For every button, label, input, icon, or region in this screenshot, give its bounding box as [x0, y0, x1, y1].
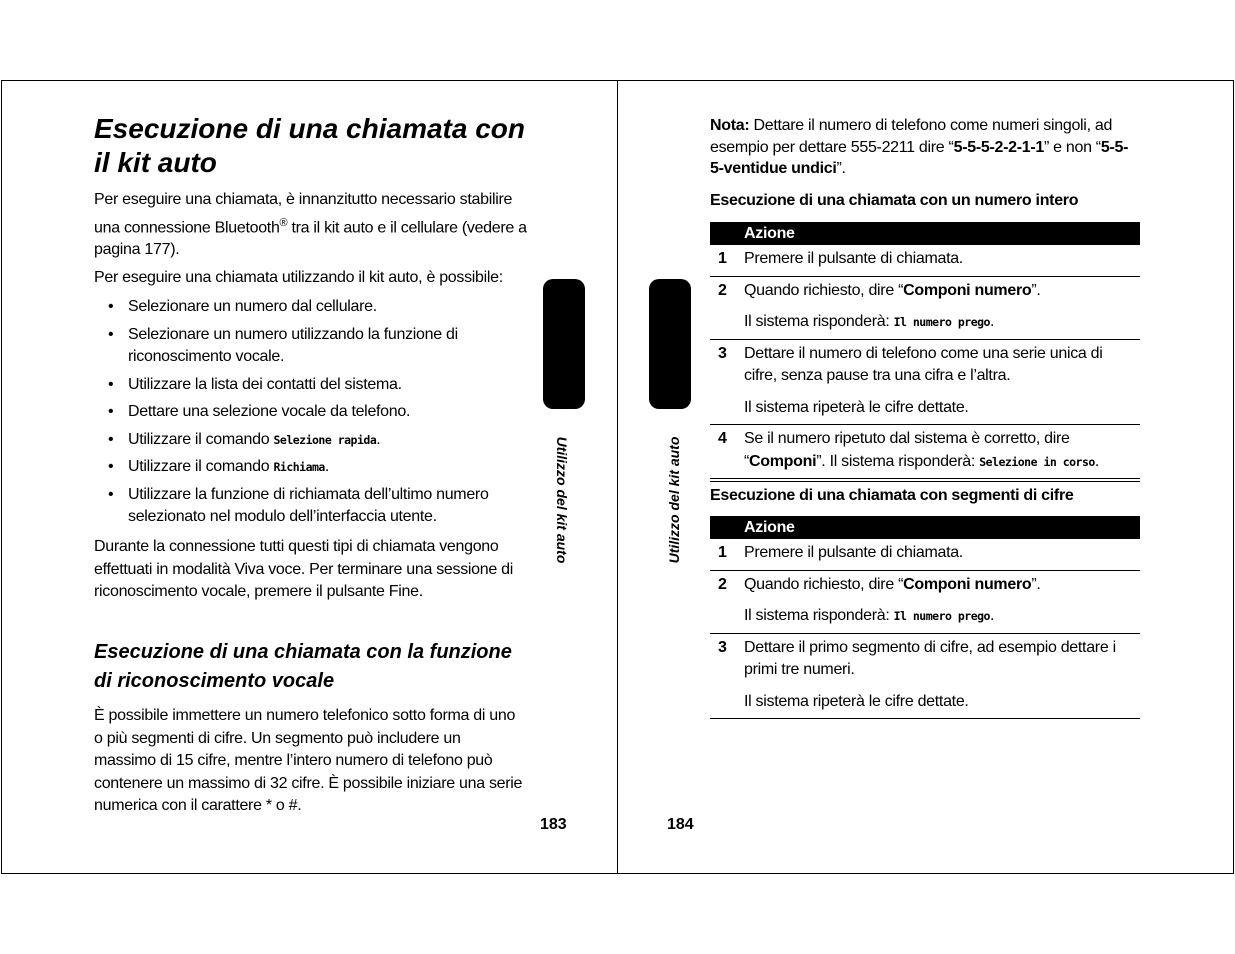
section-subtitle: Esecuzione di una chiamata con la funzione di riconoscimento vocale	[94, 641, 512, 692]
table-row: 4 Se il numero ripetuto dal sistema è corretto, dire “Componi”. Il sistema risponderà: Selezione in corso.	[710, 425, 1140, 479]
command-label: Richiama	[273, 460, 325, 474]
list-item: • Dettare una selezione vocale da telefono.	[106, 401, 536, 424]
chapter-tab-right	[649, 279, 691, 409]
chapter-tab-left	[543, 279, 585, 409]
table-row: 1 Premere il pulsante di chiamata.	[710, 539, 1140, 571]
section-title-segments: Esecuzione di una chiamata con segmenti di cifre	[710, 487, 1074, 504]
segments-paragraph: È possibile immettere un numero telefonico sotto forma di uno o più segmenti di cifre. Un segmento può includere un massimo di 15 cifre, mentre l’intero numero di telefono può contenere un massimo di 32 cifre. È possibile iniziare una serie numerica con il carattere * o #.	[94, 707, 523, 814]
options-intro: Per eseguire una chiamata utilizzando il kit auto, è possibile:	[94, 269, 503, 286]
list-item: • Selezionare un numero dal cellulare.	[106, 296, 536, 319]
table-segments	[710, 516, 1140, 719]
page-number-left: 183	[540, 816, 567, 833]
list-item: • Utilizzare il comando Richiama.	[106, 456, 536, 479]
note-paragraph: Nota: Dettare il numero di telefono come numeri singoli, ad esempio per dettare 555-2211 dire “5-5-5-2-2-1-1” e non “5-5-5-ventidue undici”.	[710, 117, 1129, 177]
connection-paragraph: Durante la connessione tutti questi tipi di chiamata vengono effettuati in modalità Viva voce. Per terminare una sessione di riconoscimento vocale, premere il pulsante Fine.	[94, 538, 513, 600]
list-item: • Utilizzare la lista dei contatti del sistema.	[106, 374, 536, 397]
intro-paragraph: Per eseguire una chiamata, è innanzitutto necessario stabilire una connessione Bluetooth® tra il kit auto e il cellulare (vedere a pagina 177).	[94, 191, 527, 259]
list-item: • Utilizzare il comando Selezione rapida.	[106, 429, 536, 452]
side-label-left: Utilizzo del kit auto	[554, 436, 570, 564]
command-label: Selezione rapida	[273, 432, 377, 447]
section-title-whole-number: Esecuzione di una chiamata con un numero intero	[710, 192, 1079, 209]
table-row: 2 Quando richiesto, dire “Componi numero”. Il sistema risponderà: Il numero prego.	[710, 277, 1140, 340]
table-row: 3 Dettare il primo segmento di cifre, ad esempio dettare i primi tre numeri. Il sistema ripeterà le cifre dettate.	[710, 634, 1140, 720]
page-number-right: 184	[667, 816, 694, 833]
options-list	[106, 296, 536, 534]
table-whole-number	[710, 222, 1140, 482]
side-label-right: Utilizzo del kit auto	[666, 436, 682, 564]
table-end-rule	[710, 479, 1140, 482]
table-row: 3 Dettare il numero di telefono come una serie unica di cifre, senza pause tra una cifra e l’altra. Il sistema ripeterà le cifre dettate.	[710, 340, 1140, 426]
list-item: • Selezionare un numero utilizzando la funzione di riconoscimento vocale.	[106, 324, 536, 369]
table-header: Azione	[710, 516, 1140, 539]
page-divider	[617, 80, 618, 874]
table-header: Azione	[710, 222, 1140, 245]
page-title: Esecuzione di una chiamata con il kit auto	[94, 113, 526, 178]
table-row: 1 Premere il pulsante di chiamata.	[710, 245, 1140, 277]
table-row: 2 Quando richiesto, dire “Componi numero”. Il sistema risponderà: Il numero prego.	[710, 571, 1140, 634]
list-item: • Utilizzare la funzione di richiamata dell’ultimo numero selezionato nel modulo dell’interfaccia utente.	[106, 484, 536, 529]
